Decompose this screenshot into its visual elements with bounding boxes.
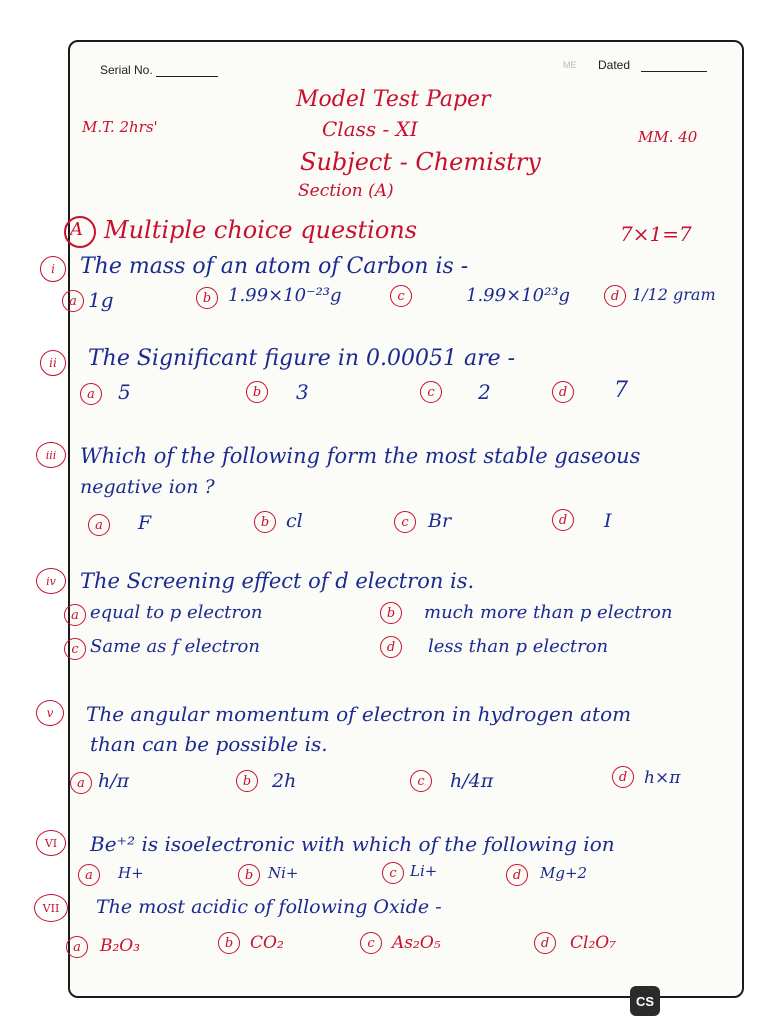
q1-option-a-letter: a	[62, 290, 84, 312]
serial-number-field	[100, 63, 218, 77]
watermark-text: ME	[563, 60, 577, 70]
q5-option-b-letter: b	[236, 770, 258, 792]
q7-option-a-letter: a	[66, 936, 88, 958]
section-label: A	[70, 219, 83, 240]
question-3-number: iii	[36, 442, 66, 468]
q4-option-c-text: Same as f electron	[90, 636, 260, 657]
q6-option-d-text: Mg+2	[540, 864, 588, 882]
q2-option-c-text: 2	[478, 380, 491, 404]
question-1-text: The mass of an atom of Carbon is -	[80, 254, 469, 279]
q5-option-a-letter: a	[70, 772, 92, 794]
question-1-number: i	[40, 256, 66, 282]
q4-option-b-text: much more than p electron	[424, 602, 673, 623]
q7-option-b-text: CO₂	[250, 933, 284, 953]
q6-option-b-letter: b	[238, 864, 260, 886]
title-line-2: Class - XI	[322, 117, 418, 141]
title-line-4: Section (A)	[298, 181, 394, 201]
question-2-number: ii	[40, 350, 66, 376]
q7-option-d-letter: d	[534, 932, 556, 954]
q5-option-a-text: h/π	[98, 770, 130, 792]
q2-option-b-text: 3	[296, 380, 309, 404]
q3-option-d-text: I	[604, 510, 612, 532]
q2-option-d-letter: d	[552, 381, 574, 403]
q1-option-b-letter: b	[196, 287, 218, 309]
q3-option-b-text: cl	[286, 510, 303, 532]
q5-option-d-text: h×π	[644, 768, 681, 788]
q3-option-c-text: Br	[428, 510, 452, 532]
q3-option-a-letter: a	[88, 514, 110, 536]
question-7-number: VII	[34, 894, 68, 922]
question-2-text: The Significant figure in 0.00051 are -	[88, 346, 516, 371]
q1-option-c-text: 1.99×10²³g	[466, 285, 571, 306]
question-5-text-line-2: than can be possible is.	[90, 732, 328, 756]
q2-option-c-letter: c	[420, 381, 442, 403]
section-marks: 7×1=7	[620, 222, 692, 246]
q4-option-a-letter: a	[64, 604, 86, 626]
q1-option-d-letter: d	[604, 285, 626, 307]
q7-option-c-text: As₂O₅	[392, 933, 441, 953]
q2-option-b-letter: b	[246, 381, 268, 403]
q7-option-c-letter: c	[360, 932, 382, 954]
q1-option-d-text: 1/12 gram	[632, 285, 716, 304]
q6-option-a-letter: a	[78, 864, 100, 886]
q2-option-a-text: 5	[118, 380, 131, 404]
q3-option-c-letter: c	[394, 511, 416, 533]
q5-option-b-text: 2h	[272, 770, 297, 792]
q3-option-a-text: F	[138, 512, 152, 534]
serial-label: Serial No.	[100, 63, 153, 77]
q6-option-c-text: Li+	[410, 862, 438, 880]
question-4-text: The Screening effect of d electron is.	[80, 569, 475, 593]
q2-option-a-letter: a	[80, 383, 102, 405]
question-5-number: v	[36, 700, 64, 726]
dated-line	[641, 71, 707, 72]
q6-option-b-text: Ni+	[268, 864, 299, 882]
question-5-text-line-1: The angular momentum of electron in hydrogen atom	[86, 702, 632, 726]
question-3-text-line-1: Which of the following form the most stable gaseous	[80, 444, 641, 468]
q4-option-b-letter: b	[380, 602, 402, 624]
q1-option-c-letter: c	[390, 285, 412, 307]
title-line-3: Subject - Chemistry	[300, 148, 541, 176]
q7-option-a-text: B₂O₃	[100, 936, 141, 956]
question-6-text: Be⁺² is isoelectronic with which of the following ion	[90, 832, 615, 856]
dated-field	[598, 58, 707, 72]
q4-option-d-text: less than p electron	[428, 636, 609, 657]
section-heading-text: Multiple choice questions	[104, 216, 418, 244]
dated-label: Dated	[598, 58, 631, 72]
q7-option-d-text: Cl₂O₇	[570, 933, 617, 953]
q6-option-c-letter: c	[382, 862, 404, 884]
q4-option-c-letter: c	[64, 638, 86, 660]
q4-option-d-letter: d	[380, 636, 402, 658]
q3-option-d-letter: d	[552, 509, 574, 531]
q4-option-a-text: equal to p electron	[90, 602, 263, 623]
q5-option-d-letter: d	[612, 766, 634, 788]
question-6-number: VI	[36, 830, 66, 856]
q3-option-b-letter: b	[254, 511, 276, 533]
q6-option-a-text: H+	[118, 864, 144, 882]
q5-option-c-letter: c	[410, 770, 432, 792]
q6-option-d-letter: d	[506, 864, 528, 886]
question-7-text: The most acidic of following Oxide -	[96, 896, 442, 918]
question-3-text-line-2: negative ion ?	[80, 476, 215, 498]
q1-option-a-text: 1g	[88, 288, 114, 312]
q5-option-c-text: h/4π	[450, 770, 494, 792]
camscanner-logo: CS	[630, 986, 660, 1016]
max-marks: MM. 40	[638, 128, 698, 146]
question-4-number: iv	[36, 568, 66, 594]
q2-option-d-text: 7	[614, 378, 628, 403]
q7-option-b-letter: b	[218, 932, 240, 954]
title-line-1: Model Test Paper	[296, 87, 491, 112]
q1-option-b-text: 1.99×10⁻²³g	[228, 285, 342, 306]
serial-line	[156, 76, 218, 77]
time-allowed: M.T. 2hrs'	[82, 118, 158, 136]
